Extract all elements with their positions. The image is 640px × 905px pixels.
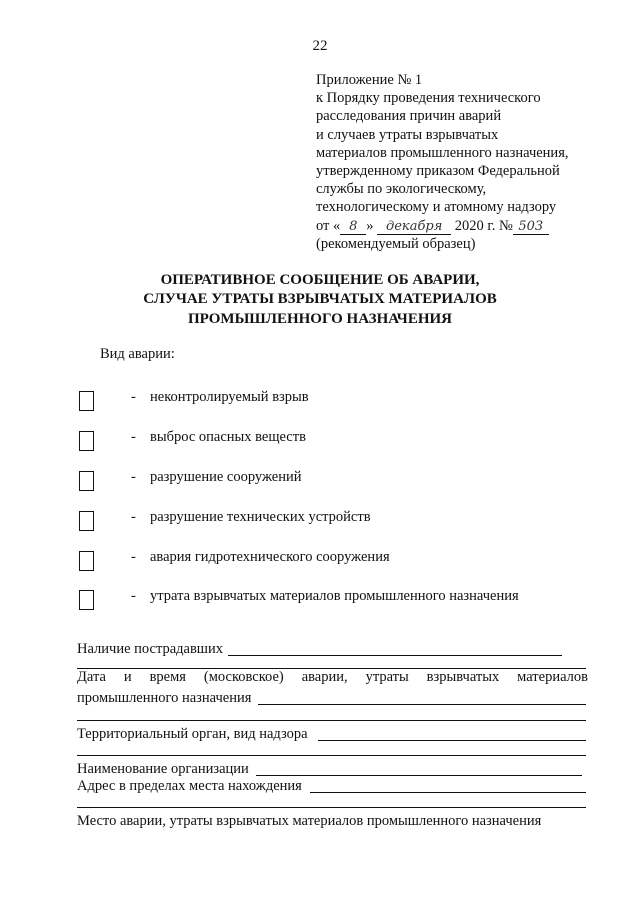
datetime-input-line[interactable] xyxy=(258,704,586,705)
option-dash: - xyxy=(131,588,136,604)
datetime-label-line2: промышленного назначения xyxy=(77,690,252,706)
appendix-line: утвержденному приказом Федеральной xyxy=(316,163,560,180)
victims-input-line[interactable] xyxy=(228,655,562,656)
checkbox-uncontrolled-explosion[interactable] xyxy=(79,391,94,411)
appendix-block xyxy=(316,71,569,253)
checkbox-explosives-loss[interactable] xyxy=(79,590,94,610)
option-hydrotechnical-accident: авария гидротехнического сооружения xyxy=(150,549,390,565)
checkbox-hydrotechnical-accident[interactable] xyxy=(79,551,94,571)
datetime-word: аварии, xyxy=(301,669,348,685)
order-number: 503 xyxy=(513,220,549,235)
option-dash: - xyxy=(131,469,136,485)
organization-label: Наименование организации xyxy=(77,761,249,777)
document-title xyxy=(0,271,640,329)
datetime-word: и xyxy=(123,669,132,685)
date-mid: » xyxy=(366,217,374,234)
datetime-word: (московское) xyxy=(203,669,284,685)
sample-note: (рекомендуемый образец) xyxy=(316,235,476,252)
appendix-line: и случаев утраты взрывчатых xyxy=(316,126,499,143)
option-technical-device-destruction: разрушение технических устройств xyxy=(150,509,371,525)
territorial-body-label: Территориальный орган, вид надзора xyxy=(77,726,308,742)
order-day: 8 xyxy=(340,220,366,235)
option-dash: - xyxy=(131,549,136,565)
datetime-label-row xyxy=(77,669,588,686)
option-dash: - xyxy=(131,389,136,405)
title-line: ОПЕРАТИВНОЕ СООБЩЕНИЕ ОБ АВАРИИ, xyxy=(160,272,480,288)
checkbox-structure-destruction[interactable] xyxy=(79,471,94,491)
date-prefix: от « xyxy=(316,217,341,234)
appendix-line: Приложение № 1 xyxy=(316,72,423,88)
organization-input-line[interactable] xyxy=(256,775,582,776)
order-year: 2020 г. № xyxy=(454,217,513,234)
option-hazardous-release: выброс опасных веществ xyxy=(150,429,306,445)
datetime-word: материалов xyxy=(517,669,588,685)
datetime-word: Дата xyxy=(77,669,106,685)
address-input-line[interactable] xyxy=(310,792,586,793)
page-number: 22 xyxy=(312,38,328,54)
victims-label: Наличие пострадавших xyxy=(77,641,223,657)
territorial-body-input-line[interactable] xyxy=(318,740,586,741)
appendix-line: материалов промышленного назначения, xyxy=(316,144,569,161)
checkbox-technical-device-destruction[interactable] xyxy=(79,511,94,531)
extra-input-line[interactable] xyxy=(77,807,586,808)
extra-input-line[interactable] xyxy=(77,720,586,721)
accident-kind-label: Вид аварии: xyxy=(100,346,175,362)
option-explosives-loss: утрата взрывчатых материалов промышленного назначения xyxy=(150,588,519,604)
datetime-word: утраты xyxy=(365,669,409,685)
option-dash: - xyxy=(131,429,136,445)
order-month: декабря xyxy=(377,220,451,235)
order-date-line xyxy=(316,217,569,235)
appendix-line: технологическому и атомному надзору xyxy=(316,199,557,216)
option-dash: - xyxy=(131,509,136,525)
title-line: СЛУЧАЕ УТРАТЫ ВЗРЫВЧАТЫХ МАТЕРИАЛОВ xyxy=(143,291,497,308)
appendix-line: к Порядку проведения технического xyxy=(316,90,541,107)
datetime-word: взрывчатых xyxy=(426,669,500,685)
place-label: Место аварии, утраты взрывчатых материалов промышленного назначения xyxy=(77,813,542,829)
datetime-word: время xyxy=(149,669,186,685)
appendix-line: службы по экологическому, xyxy=(316,181,487,198)
extra-input-line[interactable] xyxy=(77,755,586,756)
option-structure-destruction: разрушение сооружений xyxy=(150,469,302,485)
title-line: ПРОМЫШЛЕННОГО НАЗНАЧЕНИЯ xyxy=(188,310,452,327)
appendix-line: расследования причин аварий xyxy=(316,108,502,125)
option-uncontrolled-explosion: неконтролируемый взрыв xyxy=(150,389,309,405)
checkbox-hazardous-release[interactable] xyxy=(79,431,94,451)
address-label: Адрес в пределах места нахождения xyxy=(77,778,302,794)
